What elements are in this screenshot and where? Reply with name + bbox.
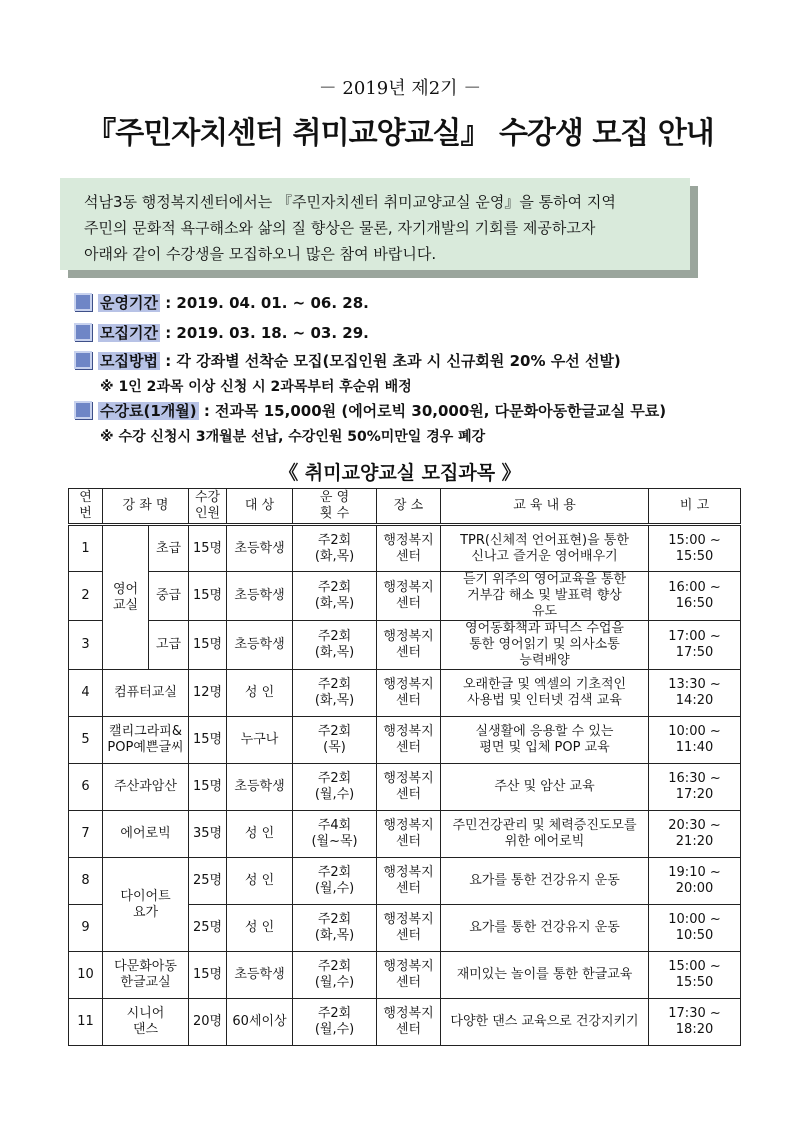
- cell-target: 초등학생: [227, 525, 293, 572]
- table-row: [69, 811, 741, 858]
- cell-frequency: 주2회 (화,목): [293, 525, 377, 572]
- cell-capacity: 15명: [189, 525, 227, 572]
- cell-place: 행정복지 센터: [377, 905, 441, 952]
- cell-place: 행정복지 센터: [377, 525, 441, 572]
- cell-place: 행정복지 센터: [377, 670, 441, 717]
- info-method-value: : 각 강좌별 선착순 모집(모집인원 초과 시 신규회원 20% 우선 선발): [159, 352, 621, 370]
- cell-time: 15:00 ~ 15:50: [649, 952, 741, 999]
- cell-target: 초등학생: [227, 621, 293, 670]
- cell-target: 성 인: [227, 905, 293, 952]
- cell-place: 행정복지 센터: [377, 858, 441, 905]
- square-bullet-icon: [74, 401, 92, 419]
- cell-frequency: 주2회 (화,목): [293, 670, 377, 717]
- info-fee-value: : 전과목 15,000원 (에어로빅 30,000원, 다문화아동한글교실 무료): [198, 402, 667, 420]
- cell-course: 다문화아동 한글교실: [103, 952, 189, 999]
- info-recruit-value: : 2019. 03. 18. ~ 03. 29.: [159, 324, 369, 342]
- info-recruit-label: 모집기간: [100, 324, 158, 342]
- cell-content: 오래한글 및 엑셀의 기초적인 사용법 및 인터넷 검색 교육: [441, 670, 649, 717]
- cell-time: 17:30 ~ 18:20: [649, 999, 741, 1046]
- info-method-label: 모집방법: [100, 352, 158, 370]
- cell-time: 16:30 ~ 17:20: [649, 764, 741, 811]
- cell-place: 행정복지 센터: [377, 999, 441, 1046]
- square-bullet-icon: [74, 323, 92, 341]
- cell-frequency: 주2회 (화,목): [293, 621, 377, 670]
- table-row: [69, 858, 741, 905]
- cell-target: 성 인: [227, 670, 293, 717]
- table-row: [69, 572, 741, 621]
- cell-target: 초등학생: [227, 764, 293, 811]
- info-fee-label: 수강료(1개월): [100, 402, 197, 420]
- cell-target: 초등학생: [227, 952, 293, 999]
- cell-frequency: 주2회 (월,수): [293, 999, 377, 1046]
- table-row: [69, 525, 741, 572]
- cell-capacity: 15명: [189, 952, 227, 999]
- course-table: [68, 488, 741, 1046]
- cell-level: 고급: [149, 621, 189, 670]
- cell-content: 주민건강관리 및 체력증진도모를 위한 에어로빅: [441, 811, 649, 858]
- cell-frequency: 주2회 (월,수): [293, 764, 377, 811]
- table-row: [69, 764, 741, 811]
- cell-capacity: 25명: [189, 858, 227, 905]
- cell-content: 요가를 통한 건강유지 운동: [441, 858, 649, 905]
- table-row: [69, 952, 741, 999]
- table-header-row: [69, 489, 741, 525]
- info-period-value: : 2019. 04. 01. ~ 06. 28.: [159, 294, 369, 312]
- info-method: [74, 350, 621, 371]
- cell-target: 60세이상: [227, 999, 293, 1046]
- info-period: [74, 292, 369, 313]
- cell-course: 캘리그라피& POP예쁜글씨: [103, 717, 189, 764]
- intro-line: 아래와 같이 수강생을 모집하오니 많은 참여 바랍니다.: [84, 245, 437, 263]
- cell-level: 초급: [149, 525, 189, 572]
- cell-content: 주산 및 암산 교육: [441, 764, 649, 811]
- cell-frequency: 주2회 (화,목): [293, 572, 377, 621]
- cell-course: 컴퓨터교실: [103, 670, 189, 717]
- cell-time: 15:00 ~ 15:50: [649, 525, 741, 572]
- cell-place: 행정복지 센터: [377, 952, 441, 999]
- cell-place: 행정복지 센터: [377, 717, 441, 764]
- square-bullet-icon: [74, 293, 92, 311]
- cell-no: 9: [69, 905, 103, 952]
- cell-place: 행정복지 센터: [377, 811, 441, 858]
- header-target: 대 상: [227, 489, 293, 525]
- cell-no: 4: [69, 670, 103, 717]
- cell-content: 요가를 통한 건강유지 운동: [441, 905, 649, 952]
- header-content: 교 육 내 용: [441, 489, 649, 525]
- cell-frequency: 주4회 (월~목): [293, 811, 377, 858]
- cell-no: 5: [69, 717, 103, 764]
- section-title: 《 취미교양교실 모집과목 》: [279, 462, 521, 484]
- header-capacity: 수강 인원: [189, 489, 227, 525]
- cell-capacity: 20명: [189, 999, 227, 1046]
- cell-target: 누구나: [227, 717, 293, 764]
- cell-time: 16:00 ~ 16:50: [649, 572, 741, 621]
- cell-frequency: 주2회 (월,수): [293, 952, 377, 999]
- intro-line: 주민의 문화적 욕구해소와 삶의 질 향상은 물론, 자기개발의 기회를 제공하고자: [84, 219, 596, 237]
- cell-target: 성 인: [227, 858, 293, 905]
- cell-capacity: 25명: [189, 905, 227, 952]
- cell-no: 3: [69, 621, 103, 670]
- header-frequency: 운 영 횟 수: [293, 489, 377, 525]
- cell-place: 행정복지 센터: [377, 572, 441, 621]
- cell-content: 듣기 위주의 영어교육을 통한 거부감 해소 및 발표력 향상 유도: [441, 572, 649, 621]
- cell-place: 행정복지 센터: [377, 621, 441, 670]
- cell-no: 10: [69, 952, 103, 999]
- cell-capacity: 12명: [189, 670, 227, 717]
- header-course: 강 좌 명: [103, 489, 189, 525]
- info-period-label: 운영기간: [100, 294, 158, 312]
- cell-time: 19:10 ~ 20:00: [649, 858, 741, 905]
- cell-time: 10:00 ~ 11:40: [649, 717, 741, 764]
- cell-course: 에어로빅: [103, 811, 189, 858]
- cell-course: 주산과암산: [103, 764, 189, 811]
- cell-target: 성 인: [227, 811, 293, 858]
- info-recruit: [74, 322, 369, 343]
- cell-capacity: 35명: [189, 811, 227, 858]
- intro-box: [60, 178, 690, 270]
- document-title: 『주민자치센터 취미교양교실』 수강생 모집 안내: [86, 116, 714, 151]
- header-note: 비 고: [649, 489, 741, 525]
- intro-line: 석남3동 행정복지센터에서는 『주민자치센터 취미교양교실 운영』을 통하여 지역: [84, 193, 616, 211]
- info-method-note: ※ 1인 2과목 이상 신청 시 2과목부터 후순위 배정: [100, 379, 412, 395]
- cell-content: 재미있는 놀이를 통한 한글교육: [441, 952, 649, 999]
- table-row: [69, 999, 741, 1046]
- cell-no: 7: [69, 811, 103, 858]
- cell-no: 6: [69, 764, 103, 811]
- cell-level: 중급: [149, 572, 189, 621]
- cell-capacity: 15명: [189, 764, 227, 811]
- cell-content: 실생활에 응용할 수 있는 평면 및 입체 POP 교육: [441, 717, 649, 764]
- header-place: 장 소: [377, 489, 441, 525]
- cell-course-group: 영어 교실: [103, 525, 149, 670]
- cell-content: TPR(신체적 언어표현)을 통한 신나고 즐거운 영어배우기: [441, 525, 649, 572]
- cell-time: 10:00 ~ 10:50: [649, 905, 741, 952]
- cell-no: 2: [69, 572, 103, 621]
- cell-time: 13:30 ~ 14:20: [649, 670, 741, 717]
- cell-frequency: 주2회 (월,수): [293, 858, 377, 905]
- cell-target: 초등학생: [227, 572, 293, 621]
- cell-capacity: 15명: [189, 621, 227, 670]
- cell-no: 1: [69, 525, 103, 572]
- table-row: [69, 670, 741, 717]
- document-subtitle: － 2019년 제2기 －: [318, 78, 482, 99]
- cell-place: 행정복지 센터: [377, 764, 441, 811]
- cell-time: 17:00 ~ 17:50: [649, 621, 741, 670]
- cell-content: 다양한 댄스 교육으로 건강지키기: [441, 999, 649, 1046]
- cell-content: 영어동화책과 파닉스 수업을 통한 영어읽기 및 의사소통 능력배양: [441, 621, 649, 670]
- cell-no: 11: [69, 999, 103, 1046]
- cell-time: 20:30 ~ 21:20: [649, 811, 741, 858]
- cell-course-group: 다이어트 요가: [103, 858, 189, 952]
- cell-capacity: 15명: [189, 572, 227, 621]
- info-fee-note: ※ 수강 신청시 3개월분 선납, 수강인원 50%미만일 경우 폐강: [100, 429, 486, 445]
- cell-course: 시니어 댄스: [103, 999, 189, 1046]
- header-no: 연 번: [69, 489, 103, 525]
- cell-frequency: 주2회 (목): [293, 717, 377, 764]
- square-bullet-icon: [74, 351, 92, 369]
- cell-frequency: 주2회 (화,목): [293, 905, 377, 952]
- cell-capacity: 15명: [189, 717, 227, 764]
- cell-no: 8: [69, 858, 103, 905]
- table-row: [69, 621, 741, 670]
- info-fee: [74, 400, 666, 421]
- table-row: [69, 717, 741, 764]
